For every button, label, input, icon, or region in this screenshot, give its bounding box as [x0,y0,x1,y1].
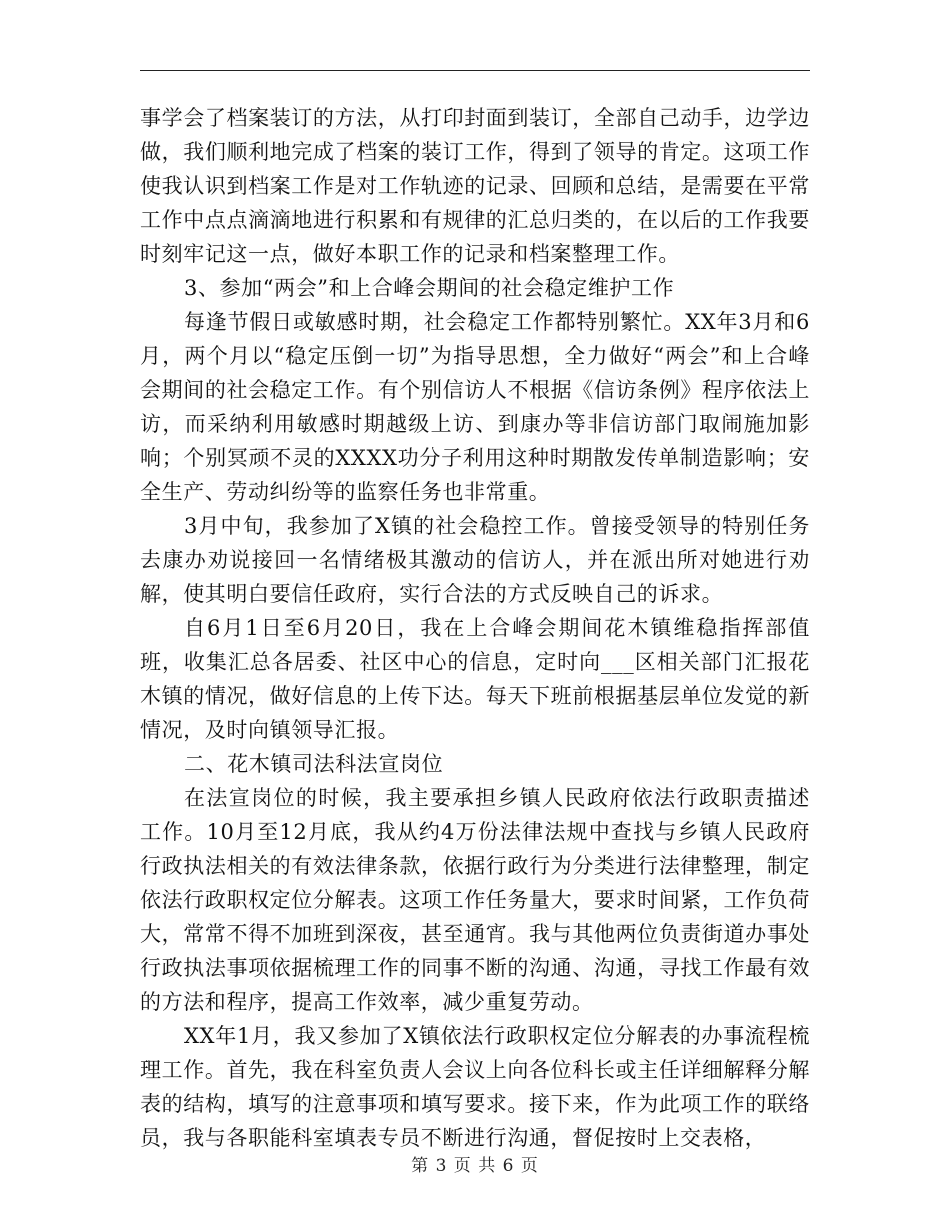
paragraph-holiday-stability: 每逢节假日或敏感时期，社会稳定工作都特别繁忙。XX年3月和6月，两个月以“稳定压倒一切”为指导思想，全力做好“两会”和上合峰会期间的社会稳定工作。有个别信访人不根据《信访条例》程序依法上访，而采纳利用敏感时期越级上访、到康办等非信访部门取闹施加影响；个别冥顽不灵的XXXX功分子利用这种时期散发传单制造影响；安全生产、劳动纠纷等的监察任务也非常重。 [140,310,810,504]
paragraph-march-stability: 3月中旬，我参加了X镇的社会稳控工作。曾接受领导的特别任务去康办劝说接回一名情绪极其激动的信访人，并在派出所对她进行劝解，使其明白要信任政府，实行合法的方式反映自己的诉求。 [140,514,810,606]
paragraph-june-duty: 自6月1日至6月20日，我在上合峰会期间花木镇维稳指挥部值班，收集汇总各居委、社区中心的信息，定时向___区相关部门汇报花木镇的情况，做好信息的上传下达。每天下班前根据基层单位发觉的新情况，及时向镇领导汇报。 [140,616,810,742]
paragraph-continuation: 事学会了档案装订的方法，从打印封面到装订，全部自己动手，边学边做，我们顺利地完成了档案的装订工作，得到了领导的肯定。这项工作使我认识到档案工作是对工作轨迹的记录、回顾和总结，是需要在平常工作中点点滴滴地进行积累和有规律的汇总归类的，在以后的工作我要时刻牢记这一点，做好本职工作的记录和档案整理工作。 [140,106,810,266]
paragraph-january-process: XX年1月，我又参加了X镇依法行政职权定位分解表的办事流程梳理工作。首先，我在科室负责人会议上向各位科长或主任详细解释分解表的结构，填写的注意事项和填写要求。接下来，作为此项工作的联络员，我与各职能科室填表专员不断进行沟通，督促按时上交表格， [140,1024,810,1150]
paragraph-legal-promotion-work: 在法宣岗位的时候，我主要承担乡镇人民政府依法行政职责描述工作。10月至12月底，我从约4万份法律法规中查找与乡镇人民政府行政执法相关的有效法律条款，依据行政行为分类进行法律整理，制定依法行政职权定位分解表。这项工作任务量大，要求时间紧，工作负荷大，常常不得不加班到深夜，甚至通宵。我与其他两位负责街道办事处行政执法事项依据梳理工作的同事不断的沟通、沟通，寻找工作最有效的方法和程序，提高工作效率，减少重复劳动。 [140,786,810,1014]
page-number-footer: 第 3 页 共 6 页 [411,1156,539,1176]
section-heading-legal-promotion: 二、花木镇司法科法宣岗位 [184,752,444,776]
document-body [140,101,810,1155]
section-heading-stability-work: 3、参加“两会”和上合峰会期间的社会稳定维护工作 [184,276,675,300]
header-rule [140,70,810,71]
